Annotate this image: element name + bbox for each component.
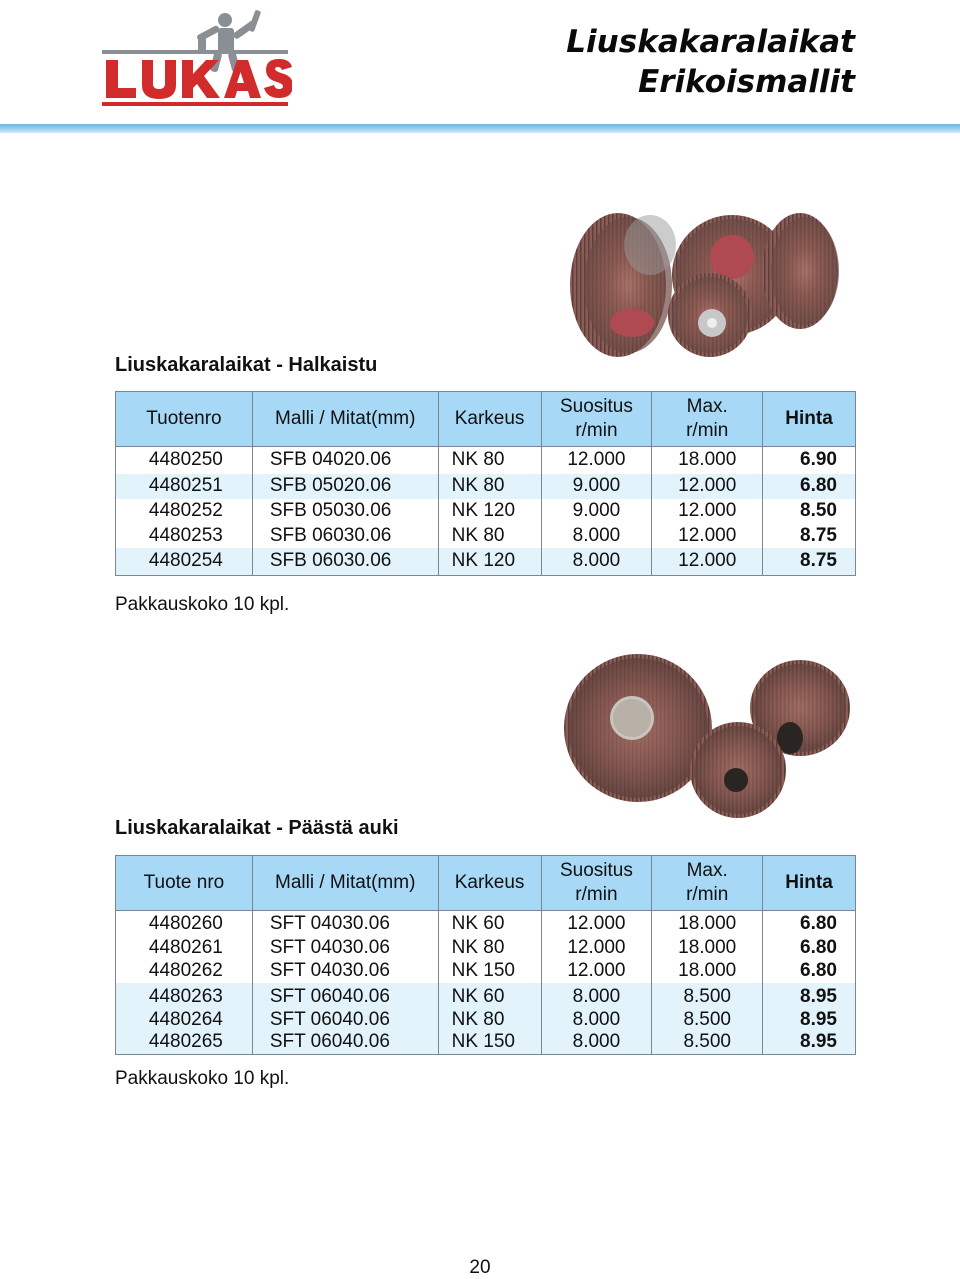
cell-code: 4480253 <box>116 524 253 548</box>
cell-code: 4480264 <box>116 1009 253 1031</box>
column-header-price: Hinta <box>763 856 856 911</box>
cell-max: 8.500 <box>652 1009 763 1031</box>
pack-size-note-open-end: Pakkauskoko 10 kpl. <box>115 1068 290 1089</box>
cell-recommended: 12.000 <box>541 447 652 474</box>
column-header-recommended-line1: Suositus <box>559 396 633 417</box>
table-row <box>116 1009 856 1031</box>
table-row <box>116 474 856 499</box>
cell-price: 8.95 <box>763 1009 856 1031</box>
table-row <box>116 1031 856 1055</box>
header-divider <box>0 124 960 133</box>
cell-code: 4480261 <box>116 937 253 959</box>
cell-grit: NK 80 <box>438 474 541 499</box>
cell-model: SFB 06030.06 <box>252 548 438 576</box>
cell-recommended: 12.000 <box>541 959 652 983</box>
column-header-grit: Karkeus <box>438 856 541 911</box>
cell-max: 8.500 <box>652 983 763 1009</box>
cell-model: SFT 06040.06 <box>252 983 438 1009</box>
cell-code: 4480260 <box>116 911 253 937</box>
cell-recommended: 8.000 <box>541 983 652 1009</box>
column-header-max-line1: Max. <box>686 860 728 881</box>
cell-grit: NK 80 <box>438 937 541 959</box>
cell-code: 4480265 <box>116 1031 253 1055</box>
page-header <box>0 0 960 130</box>
page-title <box>566 22 855 102</box>
cell-recommended: 12.000 <box>541 937 652 959</box>
cell-grit: NK 150 <box>438 1031 541 1055</box>
cell-max: 12.000 <box>652 548 763 576</box>
cell-max: 18.000 <box>652 937 763 959</box>
cell-max: 18.000 <box>652 911 763 937</box>
cell-code: 4480252 <box>116 499 253 524</box>
column-header-max <box>652 856 763 911</box>
column-header-max <box>652 392 763 447</box>
column-header-price: Hinta <box>763 392 856 447</box>
table-row <box>116 959 856 983</box>
column-header-grit: Karkeus <box>438 392 541 447</box>
cell-max: 12.000 <box>652 524 763 548</box>
cell-price: 6.80 <box>763 959 856 983</box>
cell-price: 8.95 <box>763 983 856 1009</box>
cell-max: 12.000 <box>652 499 763 524</box>
cell-code: 4480250 <box>116 447 253 474</box>
table-row <box>116 911 856 937</box>
page-number: 20 <box>469 1257 491 1278</box>
cell-price: 6.80 <box>763 937 856 959</box>
cell-max: 18.000 <box>652 959 763 983</box>
table-row <box>116 983 856 1009</box>
table-row <box>116 447 856 474</box>
cell-grit: NK 120 <box>438 548 541 576</box>
cell-model: SFB 04020.06 <box>252 447 438 474</box>
cell-code: 4480262 <box>116 959 253 983</box>
cell-model: SFB 05030.06 <box>252 499 438 524</box>
cell-max: 8.500 <box>652 1031 763 1055</box>
cell-model: SFT 06040.06 <box>252 1009 438 1031</box>
column-header-recommended-line2: r/min <box>575 884 618 905</box>
cell-model: SFB 06030.06 <box>252 524 438 548</box>
column-header-max-line1: Max. <box>686 396 728 417</box>
lukas-logo <box>100 8 292 108</box>
column-header-recommended-line2: r/min <box>575 420 618 441</box>
cell-model: SFT 04030.06 <box>252 937 438 959</box>
cell-recommended: 8.000 <box>541 1009 652 1031</box>
cell-max: 12.000 <box>652 474 763 499</box>
cell-grit: NK 150 <box>438 959 541 983</box>
cell-price: 6.80 <box>763 474 856 499</box>
column-header-recommended <box>541 392 652 447</box>
cell-recommended: 9.000 <box>541 499 652 524</box>
cell-recommended: 9.000 <box>541 474 652 499</box>
cell-price: 8.95 <box>763 1031 856 1055</box>
cell-price: 8.75 <box>763 548 856 576</box>
cell-grit: NK 80 <box>438 447 541 474</box>
section-title-split: Liuskakaralaikat - Halkaistu <box>115 354 378 376</box>
cell-code: 4480263 <box>116 983 253 1009</box>
column-header-code: Tuote nro <box>116 856 253 911</box>
cell-code: 4480254 <box>116 548 253 576</box>
column-header-recommended-line1: Suositus <box>559 860 633 881</box>
cell-price: 8.75 <box>763 524 856 548</box>
product-photo-split-flap-wheels <box>560 205 860 365</box>
cell-model: SFT 04030.06 <box>252 911 438 937</box>
section-title-open-end: Liuskakaralaikat - Päästä auki <box>115 817 399 839</box>
cell-grit: NK 80 <box>438 1009 541 1031</box>
cell-recommended: 8.000 <box>541 524 652 548</box>
column-header-model: Malli / Mitat(mm) <box>252 856 438 911</box>
cell-recommended: 8.000 <box>541 1031 652 1055</box>
cell-model: SFT 06040.06 <box>252 1031 438 1055</box>
table-row <box>116 499 856 524</box>
table-row <box>116 524 856 548</box>
cell-grit: NK 120 <box>438 499 541 524</box>
cell-recommended: 8.000 <box>541 548 652 576</box>
cell-grit: NK 80 <box>438 524 541 548</box>
column-header-max-line2: r/min <box>686 420 729 441</box>
table-row <box>116 937 856 959</box>
cell-price: 6.80 <box>763 911 856 937</box>
product-photo-open-end-flap-wheels <box>560 640 865 825</box>
page-title-line1: Liuskakaralaikat <box>566 24 855 60</box>
table-row <box>116 548 856 576</box>
page-title-line2: Erikoismallit <box>638 64 855 100</box>
column-header-recommended <box>541 856 652 911</box>
cell-grit: NK 60 <box>438 911 541 937</box>
column-header-model: Malli / Mitat(mm) <box>252 392 438 447</box>
product-table-open-end <box>115 855 856 1055</box>
cell-price: 8.50 <box>763 499 856 524</box>
column-header-max-line2: r/min <box>686 884 729 905</box>
table-header-row <box>116 392 856 447</box>
pack-size-note-split: Pakkauskoko 10 kpl. <box>115 594 290 615</box>
cell-grit: NK 60 <box>438 983 541 1009</box>
table-header-row <box>116 856 856 911</box>
cell-recommended: 12.000 <box>541 911 652 937</box>
cell-model: SFB 05020.06 <box>252 474 438 499</box>
cell-max: 18.000 <box>652 447 763 474</box>
cell-model: SFT 04030.06 <box>252 959 438 983</box>
cell-code: 4480251 <box>116 474 253 499</box>
cell-price: 6.90 <box>763 447 856 474</box>
column-header-code: Tuotenro <box>116 392 253 447</box>
product-table-split <box>115 391 856 576</box>
